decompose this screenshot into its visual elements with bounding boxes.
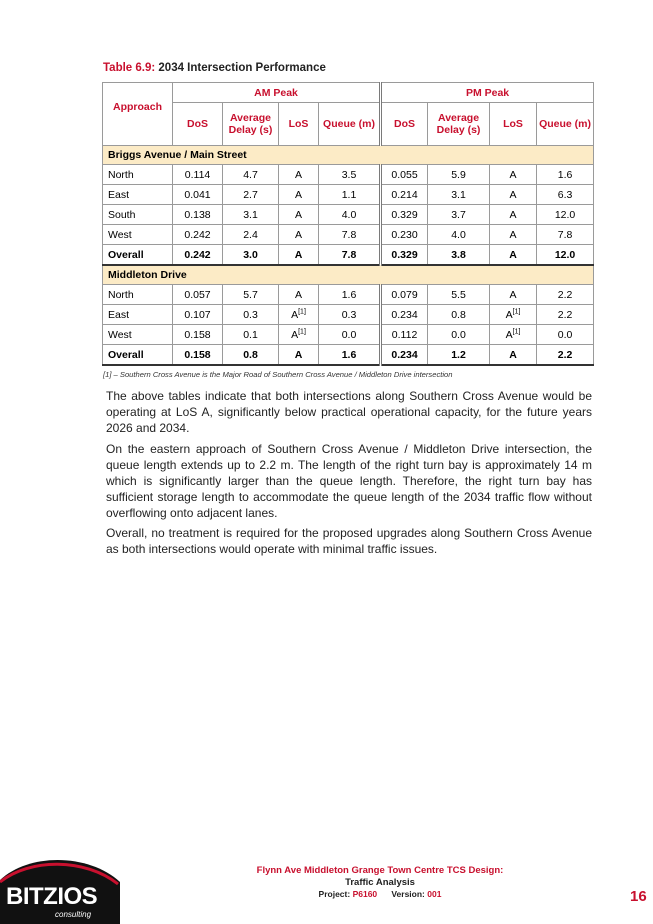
cell: 7.8 [319,225,381,245]
cell: 1.2 [428,345,490,366]
cell: 0.329 [381,205,428,225]
cell: 1.6 [319,345,381,366]
cell: 0.138 [173,205,223,225]
cell: 2.2 [537,345,594,366]
cell: 5.9 [428,165,490,185]
cell: 7.8 [319,245,381,266]
footnote-marker: [1] [298,328,306,335]
cell: 0.057 [173,285,223,305]
approach-cell: East [103,305,173,325]
footnote-marker: [1] [512,328,521,335]
approach-cell: North [103,165,173,185]
body-paragraph: Overall, no treatment is required for the proposed upgrades along Southern Cross Avenue as both intersections would operate with minimal traffic issues. [106,526,592,556]
body-paragraph: The above tables indicate that both intersections along Southern Cross Avenue would be operating at LoS A, significantly below practical operational capacity, for the future years 2026 and 2034. [106,389,592,435]
los-value: A [291,328,299,341]
table-row [103,225,594,245]
approach-header: Approach [103,83,173,146]
column-header: Queue (m) [537,103,594,146]
cell: 2.2 [537,305,594,325]
cell: 3.7 [428,205,490,225]
cell: 4.0 [428,225,490,245]
section-row [103,265,594,285]
am-peak-header: AM Peak [173,83,381,103]
cell: 0.1 [223,325,279,345]
cell: 4.0 [319,205,381,225]
cell: 0.230 [381,225,428,245]
approach-cell: Overall [103,345,173,366]
cell: A [279,245,319,266]
footnote-marker: [1] [512,308,521,315]
section-title: Middleton Drive [103,265,594,285]
cell: 0.3 [223,305,279,325]
cell: 3.5 [319,165,381,185]
version-label: Version: [391,889,425,899]
footnote-marker: [1] [298,308,306,315]
los-value: A [505,308,513,321]
cell: A [279,165,319,185]
los-value: A [505,328,513,341]
column-header: Average Delay (s) [428,103,490,146]
cell: A [279,285,319,305]
cell: 0.214 [381,185,428,205]
cell: 0.8 [428,305,490,325]
cell: 0.234 [381,345,428,366]
footer-project-title: Flynn Ave Middleton Grange Town Centre TCS Design: [256,865,504,876]
table-row [103,185,594,205]
approach-cell: West [103,225,173,245]
cell: 0.055 [381,165,428,185]
version-value: 001 [427,889,442,899]
cell: A [490,165,537,185]
table-row [103,285,594,305]
cell: 0.242 [173,245,223,266]
cell: 0.158 [173,325,223,345]
cell: A [490,205,537,225]
cell: 0.0 [537,325,594,345]
pm-peak-header: PM Peak [381,83,594,103]
table-footnote: [1] – Southern Cross Avenue is the Major Road of Southern Cross Avenue / Middleton Drive intersection [103,370,453,379]
cell: 6.3 [537,185,594,205]
cell: 2.7 [223,185,279,205]
column-header: Queue (m) [319,103,381,146]
table-row [103,305,594,325]
table-number: Table 6.9: [103,62,156,74]
cell: 0.0 [319,325,381,345]
cell: 0.0 [428,325,490,345]
cell: A [490,345,537,366]
cell: 1.6 [537,165,594,185]
cell: 3.1 [428,185,490,205]
column-header: LoS [279,103,319,146]
cell: A [279,225,319,245]
section-row [103,146,594,165]
cell: A [279,345,319,366]
cell [490,325,537,345]
cell: 0.107 [173,305,223,325]
cell: 1.6 [319,285,381,305]
project-value: P6160 [352,889,378,899]
cell: 12.0 [537,205,594,225]
cell: 2.4 [223,225,279,245]
cell: A [490,245,537,266]
cell: 12.0 [537,245,594,266]
cell: A [490,185,537,205]
cell: A [279,185,319,205]
column-header: Average Delay (s) [223,103,279,146]
column-header: LoS [490,103,537,146]
approach-cell: Overall [103,245,173,266]
cell: 0.158 [173,345,223,366]
cell: 0.079 [381,285,428,305]
cell: 7.8 [537,225,594,245]
cell: 2.2 [537,285,594,305]
cell: A [490,285,537,305]
cell: 0.3 [319,305,381,325]
logo-name: BITZIOS [6,883,98,910]
cell: 0.8 [223,345,279,366]
approach-cell: North [103,285,173,305]
footer-subtitle: Traffic Analysis [345,877,415,888]
overall-row [103,245,594,266]
cell [279,305,319,325]
overall-row [103,345,594,366]
project-label: Project: [318,889,351,899]
logo-sub: consulting [55,910,92,919]
cell: 5.5 [428,285,490,305]
cell: 3.8 [428,245,490,266]
approach-cell: South [103,205,173,225]
approach-cell: West [103,325,173,345]
cell: 0.329 [381,245,428,266]
cell: 3.0 [223,245,279,266]
cell: 4.7 [223,165,279,185]
column-header: DoS [173,103,223,146]
table-title: 2034 Intersection Performance [158,62,326,74]
cell: 0.112 [381,325,428,345]
cell: 0.242 [173,225,223,245]
cell [279,325,319,345]
page-number: 16 [630,888,647,905]
cell: 0.234 [381,305,428,325]
table-row [103,205,594,225]
cell: 5.7 [223,285,279,305]
cell [490,305,537,325]
approach-cell: East [103,185,173,205]
los-value: A [291,308,299,321]
footer-project-info [150,889,610,899]
table-row [103,325,594,345]
cell: 3.1 [223,205,279,225]
column-header: DoS [381,103,428,146]
cell: A [490,225,537,245]
cell: A [279,205,319,225]
body-paragraph: On the eastern approach of Southern Cross Avenue / Middleton Drive intersection, the queue length extends up to 2.2 m. The length of the right turn bay is approximately 14 m which is significantly larger than the queue length. Therefore, the right turn bay has sufficient storage length to accommodate the queue length of the 2034 traffic flow without overflowing onto adjacent lanes. [106,442,592,520]
intersection-performance-table [102,82,594,366]
table-caption [103,62,326,74]
cell: 1.1 [319,185,381,205]
cell: 0.041 [173,185,223,205]
cell: 0.114 [173,165,223,185]
table-row [103,165,594,185]
section-title: Briggs Avenue / Main Street [103,146,594,165]
